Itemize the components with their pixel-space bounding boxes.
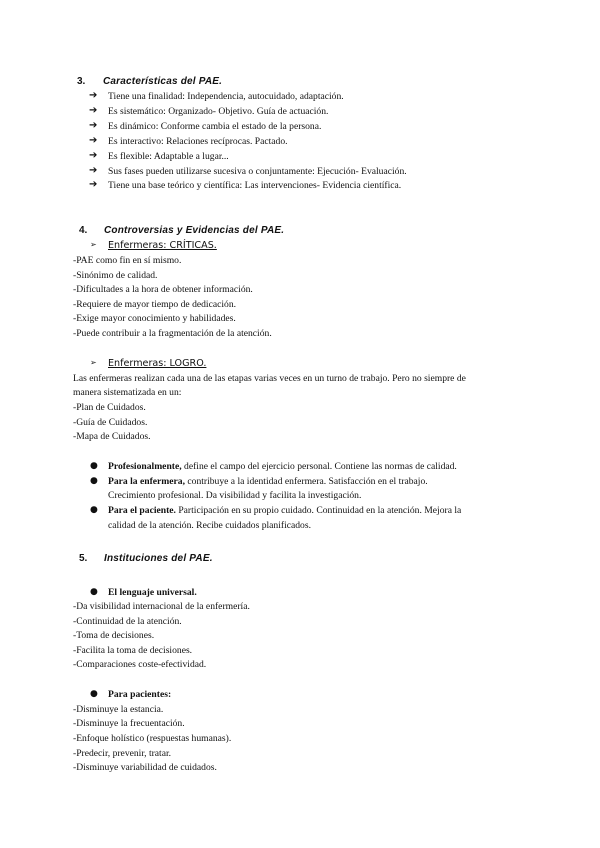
bullet-icon: ● bbox=[90, 505, 98, 515]
list-item: -Continuidad de la atención. bbox=[73, 616, 182, 627]
list-item: -Dificultades a la hora de obtener información. bbox=[73, 284, 253, 295]
triangle-bullet-icon: ➢ bbox=[90, 240, 97, 249]
list-item bbox=[108, 461, 457, 473]
list-item-continuation: Crecimiento profesional. Da visibilidad y facilita la investigación. bbox=[108, 490, 362, 501]
list-item bbox=[108, 476, 428, 488]
section5-number: 5. bbox=[79, 553, 88, 564]
triangle-bullet-icon: ➢ bbox=[90, 358, 97, 367]
list-item: Tiene una finalidad: Independencia, autocuidado, adaptación. bbox=[108, 91, 344, 102]
bullet-text: Participación en su propio cuidado. Continuidad en la atención. Mejora la bbox=[175, 505, 462, 516]
bullet-bold: Profesionalmente, bbox=[108, 461, 182, 472]
bullet-text: contribuye a la identidad enfermera. Satisfacción en el trabajo. bbox=[184, 476, 428, 487]
list-item: -Enfoque holístico (respuestas humanas). bbox=[73, 733, 232, 744]
list-item: -PAE como fin en sí mismo. bbox=[73, 255, 182, 266]
section3-number: 3. bbox=[77, 76, 86, 87]
list-item: -Plan de Cuidados. bbox=[73, 402, 146, 413]
arrow-right-icon: ➔ bbox=[89, 120, 98, 131]
arrow-right-icon: ➔ bbox=[89, 135, 98, 146]
list-item: -Mapa de Cuidados. bbox=[73, 431, 151, 442]
list-item: Sus fases pueden utilizarse sucesiva o conjuntamente: Ejecución- Evaluación. bbox=[108, 166, 407, 177]
bullet-icon: ● bbox=[90, 461, 98, 471]
list-item: -Predecir, prevenir, tratar. bbox=[73, 748, 172, 759]
list-item: Es dinámico: Conforme cambia el estado de la persona. bbox=[108, 121, 322, 132]
arrow-right-icon: ➔ bbox=[89, 165, 98, 176]
list-item-continuation: calidad de la atención. Recibe cuidados planificados. bbox=[108, 520, 311, 531]
list-item: Es flexible: Adaptable a lugar... bbox=[108, 151, 229, 162]
bullet-icon: ● bbox=[90, 476, 98, 486]
arrow-right-icon: ➔ bbox=[89, 179, 98, 190]
criticas-label: Enfermeras: CRÍTICAS. bbox=[108, 240, 217, 251]
list-item: -Facilita la toma de decisiones. bbox=[73, 645, 193, 656]
section3-title: Características del PAE. bbox=[103, 76, 223, 87]
bullet-icon: ● bbox=[90, 689, 98, 699]
pacientes-label: Para pacientes: bbox=[108, 689, 172, 700]
section4-number: 4. bbox=[79, 225, 88, 236]
section4-title: Controversias y Evidencias del PAE. bbox=[104, 225, 285, 236]
list-item: -Toma de decisiones. bbox=[73, 630, 155, 641]
list-item: -Exige mayor conocimiento y habilidades. bbox=[73, 313, 236, 324]
list-item bbox=[108, 505, 461, 517]
bullet-icon: ● bbox=[90, 587, 98, 597]
paragraph-line: manera sistematizada en un: bbox=[73, 387, 182, 398]
list-item: -Da visibilidad internacional de la enfermería. bbox=[73, 601, 250, 612]
list-item: -Disminuye variabilidad de cuidados. bbox=[73, 762, 217, 773]
lenguaje-label: El lenguaje universal. bbox=[108, 587, 197, 598]
arrow-right-icon: ➔ bbox=[89, 150, 98, 161]
list-item: -Guía de Cuidados. bbox=[73, 417, 148, 428]
bullet-bold: Para el paciente. bbox=[108, 505, 176, 516]
arrow-right-icon: ➔ bbox=[89, 105, 98, 116]
list-item: -Requiere de mayor tiempo de dedicación. bbox=[73, 299, 237, 310]
list-item: Es sistemático: Organizado- Objetivo. Guía de actuación. bbox=[108, 106, 329, 117]
paragraph-line: Las enfermeras realizan cada una de las etapas varias veces en un turno de trabajo. Pero no siempre de bbox=[73, 373, 466, 384]
bullet-text: define el campo del ejercicio personal. Contiene las normas de calidad. bbox=[181, 461, 457, 472]
list-item: -Puede contribuir a la fragmentación de la atención. bbox=[73, 328, 272, 339]
bullet-bold: Para la enfermera, bbox=[108, 476, 185, 487]
logro-label: Enfermeras: LOGRO. bbox=[108, 358, 207, 369]
arrow-right-icon: ➔ bbox=[89, 90, 98, 101]
list-item: -Comparaciones coste-efectividad. bbox=[73, 659, 207, 670]
list-item: Es interactivo: Relaciones recíprocas. Pactado. bbox=[108, 136, 288, 147]
section5-title: Instituciones del PAE. bbox=[104, 553, 213, 564]
list-item: -Disminuye la estancia. bbox=[73, 704, 164, 715]
list-item: -Sinónimo de calidad. bbox=[73, 270, 158, 281]
list-item: -Disminuye la frecuentación. bbox=[73, 718, 185, 729]
list-item: Tiene una base teórico y científica: Las intervenciones- Evidencia científica. bbox=[108, 180, 402, 191]
